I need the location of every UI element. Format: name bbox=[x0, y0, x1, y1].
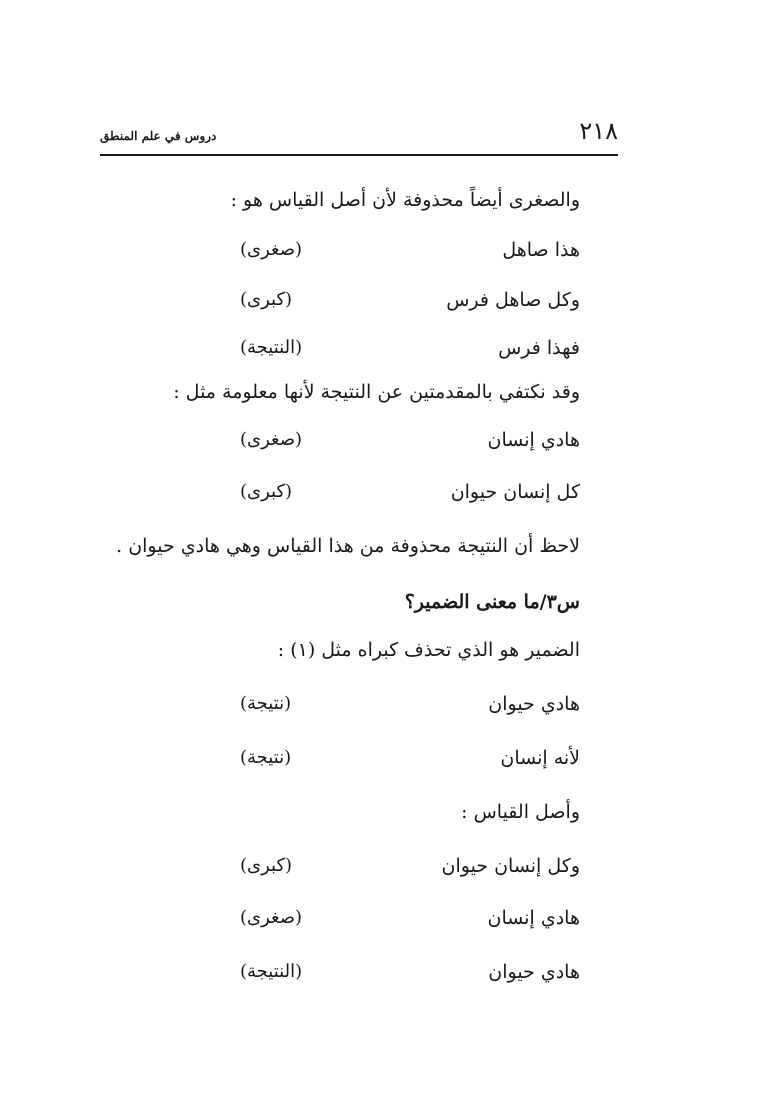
premise-role: (كبرى) bbox=[240, 481, 293, 502]
premise-role: (كبرى) bbox=[240, 289, 293, 310]
premise-statement: هادي إنسان bbox=[487, 429, 580, 451]
premise-role: (صغرى) bbox=[240, 239, 303, 260]
paragraph-intro-2: وقد نكتفي بالمقدمتين عن النتيجة لأنها معلومة مثل : bbox=[173, 381, 580, 403]
premise-role: (كبرى) bbox=[240, 855, 293, 876]
book-title: دروس في علم المنطق bbox=[100, 129, 217, 143]
premise-line bbox=[140, 744, 580, 772]
premise-statement: هادي حيوان bbox=[488, 693, 580, 715]
premise-role: (صغرى) bbox=[240, 907, 303, 928]
question-heading: س٣/ما معنى الضمير؟ bbox=[404, 591, 580, 613]
premise-statement: فهذا فرس bbox=[498, 337, 580, 359]
premise-role: (النتيجة) bbox=[240, 337, 303, 358]
premise-statement: هادي حيوان bbox=[488, 961, 580, 983]
premise-role: (صغرى) bbox=[240, 429, 303, 450]
premise-line bbox=[140, 286, 580, 314]
premise-line bbox=[140, 904, 580, 932]
premise-line bbox=[140, 334, 580, 362]
paragraph-intro-3: وأصل القياس : bbox=[461, 801, 580, 823]
paragraph-answer: الضمير هو الذي تحذف كبراه مثل (١) : bbox=[277, 639, 580, 661]
premise-statement: لأنه إنسان bbox=[500, 747, 580, 769]
premise-statement: هذا صاهل bbox=[502, 239, 580, 261]
premise-line bbox=[140, 236, 580, 264]
premise-statement: وكل إنسان حيوان bbox=[441, 855, 580, 877]
premise-line bbox=[140, 426, 580, 454]
page-header bbox=[100, 116, 618, 156]
premise-role: (النتيجة) bbox=[240, 961, 303, 982]
premise-line bbox=[140, 958, 580, 986]
premise-statement: كل إنسان حيوان bbox=[450, 481, 580, 503]
premise-role: (نتيجة) bbox=[240, 747, 292, 768]
page-number: ٢١٨ bbox=[579, 117, 618, 145]
premise-line bbox=[140, 478, 580, 506]
premise-role: (نتيجة) bbox=[240, 693, 292, 714]
paragraph-note: لاحظ أن النتيجة محذوفة من هذا القياس وهي هادي حيوان . bbox=[116, 535, 580, 557]
premise-statement: هادي إنسان bbox=[487, 907, 580, 929]
premise-line bbox=[140, 690, 580, 718]
premise-statement: وكل صاهل فرس bbox=[446, 289, 580, 311]
premise-line bbox=[140, 852, 580, 880]
paragraph-intro-1: والصغرى أيضاً محذوفة لأن أصل القياس هو : bbox=[230, 189, 580, 211]
